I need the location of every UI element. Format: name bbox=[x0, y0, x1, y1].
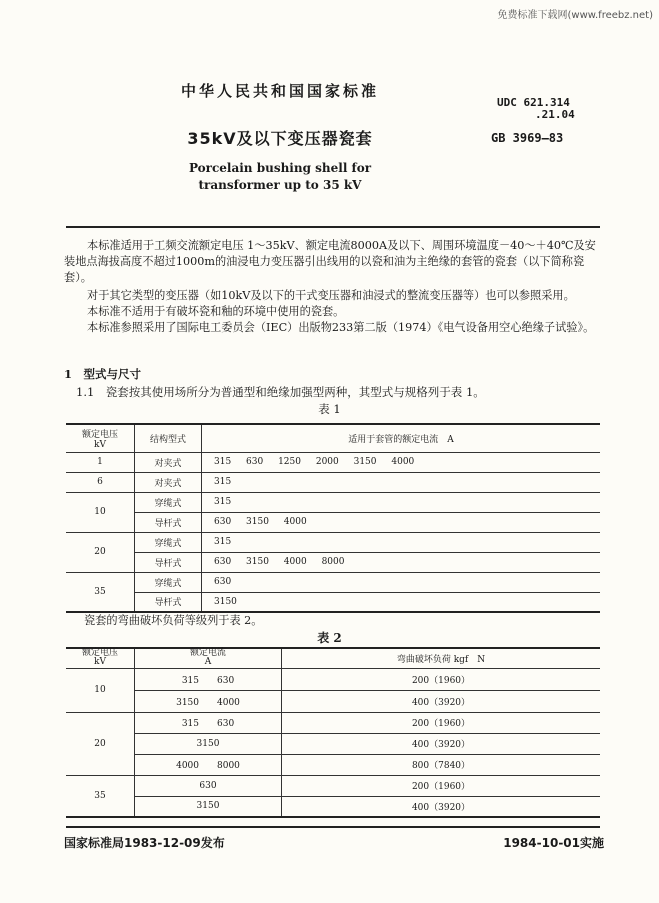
table1-type-cell: 穿缆式 bbox=[135, 532, 202, 552]
table-row bbox=[66, 775, 600, 796]
table2-current-cell: 4000 8000 bbox=[135, 754, 282, 775]
table1-voltage-cell: 6 bbox=[66, 472, 135, 492]
table1-type-cell: 导杆式 bbox=[135, 552, 202, 572]
udc-line-2: .21.04 bbox=[535, 108, 575, 121]
table1-type-cell: 穿缆式 bbox=[135, 492, 202, 512]
table1-currents-cell: 3150 bbox=[214, 596, 237, 607]
table2-header-row bbox=[66, 648, 600, 668]
section-heading: 1 型式与尺寸 bbox=[64, 367, 142, 381]
table-row bbox=[66, 712, 600, 733]
table2-header-current: 额定电流 A bbox=[135, 648, 282, 668]
udc-line-1: UDC 621.314 bbox=[497, 96, 570, 109]
table2-load-cell: 400（3920） bbox=[282, 733, 601, 754]
table1-type-cell: 对夹式 bbox=[135, 472, 202, 492]
table1-currents-cell: 630 bbox=[202, 572, 601, 592]
effective-date: 1984-10-01实施 bbox=[503, 836, 604, 850]
table2-load-cell: 200（1960） bbox=[282, 668, 601, 690]
table1-type-cell: 对夹式 bbox=[135, 452, 202, 472]
table1-currents-cell: 630 3150 4000 8000 bbox=[202, 552, 601, 572]
table2-voltage-cell: 10 bbox=[66, 668, 135, 712]
table-1 bbox=[66, 423, 600, 613]
issue-date: 国家标准局1983-12-09发布 bbox=[64, 836, 225, 850]
table-row bbox=[66, 690, 600, 712]
table2-voltage-cell: 20 bbox=[66, 712, 135, 775]
header-rule bbox=[66, 226, 600, 228]
exclusion-paragraph: 本标准不适用于有破坏瓷和釉的环境中使用的瓷套。 bbox=[87, 305, 345, 318]
table1-currents-cell: 315 bbox=[202, 532, 601, 552]
table2-load-cell: 200（1960） bbox=[282, 712, 601, 733]
clause-1-1: 1.1 瓷套按其使用场所分为普通型和绝缘加强型两种，其型式与规格列于表 1。 bbox=[76, 385, 485, 399]
table-row bbox=[66, 452, 600, 472]
footer-rule bbox=[66, 826, 600, 828]
table2-load-cell: 400（3920） bbox=[411, 802, 471, 813]
document-title-english bbox=[0, 160, 560, 194]
table-row bbox=[66, 754, 600, 775]
table1-header-row bbox=[66, 424, 600, 452]
table-row bbox=[66, 492, 600, 512]
table2-current-cell: 3150 4000 bbox=[135, 690, 282, 712]
scope-paragraph: 本标准适用于工频交流额定电压 1～35kV、额定电流8000A及以下、周围环境温度－40～＋40℃及安装地点海拔高度不超过1000m的油浸电力变压器引出线用的以瓷和油为主绝缘的套管的瓷套（以下简称瓷套）。 bbox=[64, 239, 596, 284]
table1-header-voltage: 额定电压 kV bbox=[66, 424, 135, 452]
table1-voltage-cell: 10 bbox=[66, 492, 135, 532]
table2-load-cell: 200（1960） bbox=[282, 775, 601, 796]
title-en-line-2: transformer up to 35 kV bbox=[198, 178, 362, 192]
table-row bbox=[66, 512, 600, 532]
table2-current-cell: 3150 bbox=[135, 733, 282, 754]
table2-current-cell: 315 630 bbox=[135, 712, 282, 733]
table1-currents-cell: 315 630 1250 2000 3150 4000 bbox=[202, 452, 601, 472]
table1-voltage-cell: 20 bbox=[66, 532, 135, 572]
reference-paragraph: 对于其它类型的变压器（如10kV及以下的干式变压器和油浸式的整流变压器等）也可以参照采用。 bbox=[87, 289, 575, 302]
table1-type-cell: 导杆式 bbox=[135, 512, 202, 532]
table2-current-cell: 315 630 bbox=[135, 668, 282, 690]
table-row bbox=[66, 552, 600, 572]
gb-number: GB 3969—83 bbox=[491, 131, 564, 145]
table-row bbox=[66, 532, 600, 552]
table1-currents-cell: 630 3150 4000 bbox=[202, 512, 601, 532]
table2-load-cell: 400（3920） bbox=[282, 690, 601, 712]
table1-type-cell: 导杆式 bbox=[135, 592, 202, 612]
table1-currents-cell: 315 bbox=[202, 492, 601, 512]
table-row bbox=[66, 796, 600, 817]
table2-header-voltage: 额定电压 kV bbox=[66, 648, 135, 668]
table2-current-cell: 3150 bbox=[135, 796, 282, 817]
table1-currents-cell: 315 bbox=[202, 472, 601, 492]
standard-header: 中华人民共和国国家标准 bbox=[180, 82, 379, 100]
table1-voltage-cell: 35 bbox=[66, 572, 135, 612]
iec-paragraph: 本标准参照采用了国际电工委员会（IEC）出版物233第二版（1974）《电气设备用空心绝缘子试验》。 bbox=[87, 321, 595, 334]
table2-caption: 表 2 bbox=[317, 631, 342, 645]
table2-header-load: 弯曲破坏负荷 kgf N bbox=[282, 648, 601, 668]
table2-voltage-cell: 35 bbox=[66, 775, 135, 817]
title-en-line-1: Porcelain bushing shell for bbox=[188, 161, 372, 175]
table-row bbox=[66, 592, 600, 612]
table-row bbox=[66, 668, 600, 690]
table-row bbox=[66, 472, 600, 492]
table-row bbox=[66, 572, 600, 592]
table1-header-current: 适用于套管的额定电流 A bbox=[202, 424, 601, 452]
udc-code bbox=[497, 97, 575, 121]
table1-caption: 表 1 bbox=[318, 402, 341, 416]
table-2 bbox=[66, 647, 600, 818]
table2-intro: 瓷套的弯曲破坏负荷等级列于表 2。 bbox=[84, 614, 263, 627]
table1-type-cell: 穿缆式 bbox=[135, 572, 202, 592]
document-title: 35kV及以下变压器瓷套 bbox=[187, 129, 373, 148]
watermark-text: 免费标准下载网(www.freebz.net) bbox=[497, 10, 653, 21]
table-row bbox=[66, 733, 600, 754]
table2-current-cell: 630 bbox=[135, 775, 282, 796]
table1-voltage-cell: 1 bbox=[66, 452, 135, 472]
table2-load-cell: 800（7840） bbox=[282, 754, 601, 775]
table1-header-type: 结构型式 bbox=[135, 424, 202, 452]
